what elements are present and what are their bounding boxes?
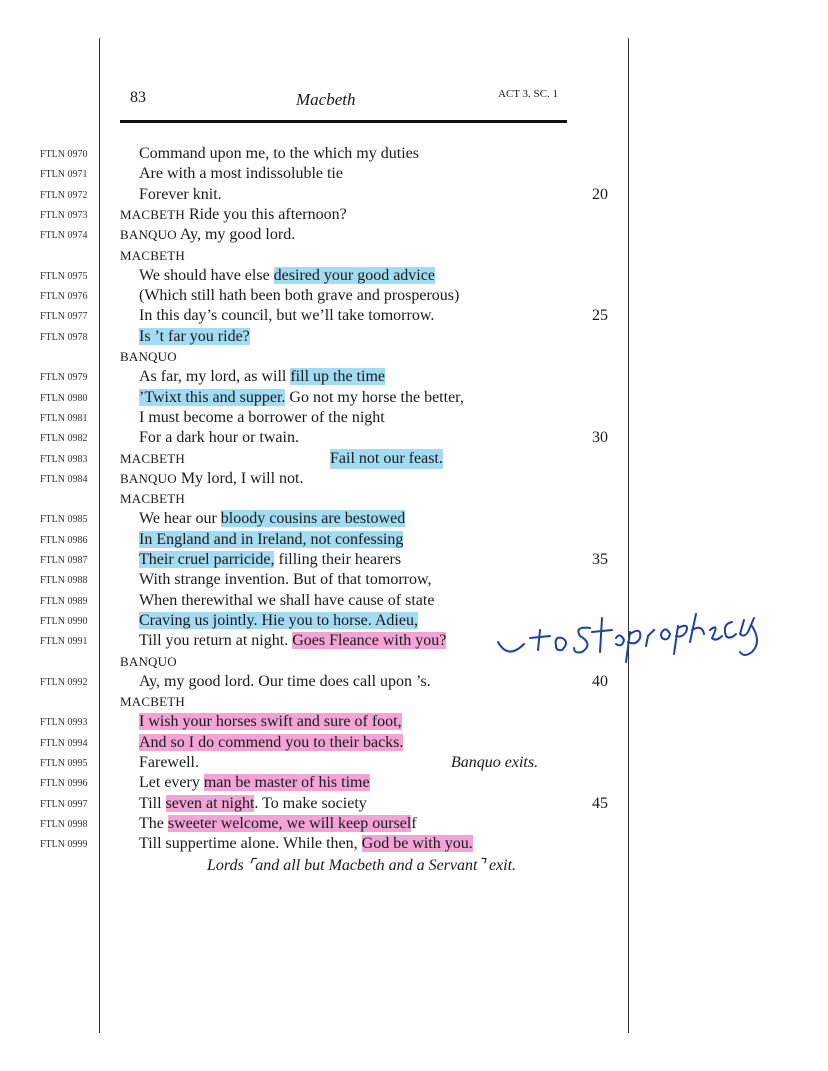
text-segment: When therewithal we shall have cause of state <box>139 591 435 609</box>
ftln-line-number: FTLN 0991 <box>40 636 88 648</box>
text-line <box>0 733 828 753</box>
verse-text <box>139 286 459 306</box>
speaker-name: BANQUO <box>120 227 177 243</box>
act-scene-label: ACT 3. SC. 1 <box>498 88 559 100</box>
ftln-line-number: FTLN 0978 <box>40 331 88 343</box>
ftln-line-number: FTLN 0992 <box>40 676 88 688</box>
verse-line-number: 30 <box>592 429 608 447</box>
text-segment: As far, my lord, as will <box>139 368 291 386</box>
text-line <box>0 388 828 408</box>
text-line <box>0 246 828 266</box>
ftln-line-number: FTLN 0984 <box>40 473 88 485</box>
text-line <box>0 509 828 529</box>
verse-text <box>139 672 431 692</box>
text-line <box>0 164 828 184</box>
text-segment: Farewell. <box>139 754 199 771</box>
blue-highlight: Fail not our feast. <box>330 449 443 467</box>
text-segment: Are with a most indissoluble tie <box>139 165 343 183</box>
text-line <box>0 327 828 347</box>
verse-text <box>139 327 250 347</box>
text-segment: My lord, I will not. <box>176 469 304 487</box>
ftln-line-number: FTLN 0977 <box>40 311 88 323</box>
blue-highlight: bloody cousins are bestowed <box>220 510 406 528</box>
text-segment: Forever knit. <box>139 185 222 203</box>
verse-text <box>139 164 343 184</box>
ftln-line-number: FTLN 0994 <box>40 737 88 749</box>
text-segment: We hear our <box>139 510 221 528</box>
text-line <box>0 428 828 448</box>
ftln-line-number: FTLN 0979 <box>40 372 88 384</box>
verse-text <box>139 185 222 205</box>
speaker-name: MACBETH <box>120 694 185 710</box>
header-rule <box>120 120 567 123</box>
verse-text <box>139 550 401 570</box>
text-line <box>0 266 828 286</box>
verse-text <box>139 794 367 814</box>
ftln-line-number: FTLN 0980 <box>40 392 88 404</box>
text-segment: For a dark hour or twain. <box>139 429 299 447</box>
speaker-name: BANQUO <box>120 470 177 486</box>
text-line <box>0 347 828 367</box>
speaker-name: MACBETH <box>120 206 185 222</box>
verse-text <box>120 449 185 469</box>
blue-highlight: desired your good advice <box>273 266 435 284</box>
verse-text <box>139 530 403 550</box>
verse-line-number: 45 <box>592 794 608 812</box>
blue-highlight: Craving us jointly. Hie you to horse. Adieu, <box>139 611 418 629</box>
text-segment: Till suppertime alone. While then, <box>139 835 362 853</box>
ftln-line-number: FTLN 0970 <box>40 149 88 160</box>
text-line <box>0 449 828 469</box>
ftln-line-number: FTLN 0989 <box>40 595 88 607</box>
page-title: Macbeth <box>296 90 356 109</box>
text-line <box>0 712 828 732</box>
text-line <box>0 286 828 306</box>
ftln-line-number: FTLN 0972 <box>40 189 88 201</box>
text-segment: We should have else <box>139 266 274 284</box>
speaker-name: BANQUO <box>120 653 177 669</box>
text-segment: f <box>411 814 417 832</box>
verse-text <box>139 733 403 753</box>
text-segment: Ay, my good lord. <box>176 226 296 244</box>
verse-text <box>139 306 434 326</box>
ftln-line-number: FTLN 0990 <box>40 615 88 627</box>
ftln-line-number: FTLN 0988 <box>40 575 88 587</box>
ftln-line-number: FTLN 0998 <box>40 818 88 830</box>
text-segment: In this day’s council, but we’ll take tomorrow. <box>139 307 435 325</box>
ftln-line-number: FTLN 0995 <box>40 758 88 769</box>
text-line <box>0 205 828 225</box>
text-segment: (Which still hath been both grave and prosperous) <box>139 287 460 305</box>
ftln-line-number: FTLN 0997 <box>40 798 88 810</box>
blue-highlight: Their cruel parricide, <box>139 551 275 568</box>
verse-text <box>139 570 432 590</box>
text-line <box>0 367 828 387</box>
blue-highlight: In England and in Ireland, not confessing <box>139 530 404 548</box>
text-segment: With strange invention. But of that tomorrow, <box>139 571 432 589</box>
verse-text <box>139 712 402 732</box>
ftln-line-number: FTLN 0981 <box>40 412 88 424</box>
text-line <box>0 753 828 773</box>
verse-text <box>139 509 405 529</box>
text-segment: Command upon me, to the which my duties <box>139 145 419 162</box>
ftln-line-number: FTLN 0996 <box>40 778 88 790</box>
verse-text <box>139 408 385 428</box>
text-line <box>0 408 828 428</box>
verse-text <box>120 692 185 712</box>
text-line <box>0 530 828 550</box>
pink-highlight: man be master of his time <box>203 774 370 792</box>
verse-text <box>120 205 347 225</box>
speaker-name: MACBETH <box>120 247 185 263</box>
verse-text <box>139 428 299 448</box>
verse-text <box>139 773 370 793</box>
verse-text <box>139 631 446 651</box>
verse-line-number: 35 <box>592 551 608 568</box>
pink-highlight: God be with you. <box>361 835 473 853</box>
text-segment: Ay, my good lord. Our time does call upon ’s. <box>139 672 431 690</box>
pink-highlight: Goes Fleance with you? <box>292 632 447 650</box>
verse-text <box>139 367 385 387</box>
verse-text <box>120 246 185 266</box>
blue-highlight: fill up the time <box>290 368 385 386</box>
stage-direction: Banquo exits. <box>451 754 539 771</box>
verse-text <box>139 144 419 164</box>
text-line <box>0 672 828 692</box>
text-line <box>0 773 828 793</box>
speaker-name: BANQUO <box>120 349 177 364</box>
text-segment: Till you return at night. <box>139 632 293 650</box>
text-segment: Till <box>139 794 166 812</box>
text-line <box>0 794 828 814</box>
pink-highlight: And so I do commend you to their backs. <box>139 733 404 751</box>
text-line <box>0 225 828 245</box>
ftln-line-number: FTLN 0975 <box>40 270 88 282</box>
text-line <box>0 814 828 834</box>
verse-text <box>139 814 417 834</box>
text-line <box>0 550 828 570</box>
ftln-line-number: FTLN 0999 <box>40 839 88 851</box>
verse-text <box>139 611 418 631</box>
speaker-name: MACBETH <box>120 491 185 507</box>
ftln-line-number: FTLN 0976 <box>40 291 88 303</box>
ftln-line-number: FTLN 0982 <box>40 433 88 445</box>
handwritten-annotation-icon <box>490 596 770 666</box>
verse-line-number: 25 <box>592 307 608 325</box>
ftln-line-number: FTLN 0987 <box>40 555 88 566</box>
ftln-line-number: FTLN 0983 <box>40 453 88 465</box>
ftln-line-number: FTLN 0986 <box>40 534 88 546</box>
pink-highlight: seven at night <box>165 794 255 812</box>
ftln-line-number: FTLN 0993 <box>40 717 88 729</box>
speaker-name: MACBETH <box>120 450 185 466</box>
ftln-line-number: FTLN 0971 <box>40 169 88 181</box>
blue-highlight: Is ’t far you ride? <box>139 327 250 345</box>
verse-text <box>139 591 434 611</box>
ftln-line-number: FTLN 0974 <box>40 230 88 242</box>
pink-highlight: sweeter welcome, we will keep oursel <box>167 814 412 832</box>
verse-text <box>120 652 177 672</box>
verse-line-number: 20 <box>592 185 608 203</box>
text-line <box>0 834 828 854</box>
text-segment: The <box>139 814 168 832</box>
verse-text <box>139 753 199 773</box>
text-segment: I must become a borrower of the night <box>139 408 385 426</box>
verse-text <box>139 266 435 286</box>
text-segment: Let every <box>139 774 204 792</box>
pink-highlight: I wish your horses swift and sure of foot, <box>139 713 402 731</box>
verse-line-number: 40 <box>592 672 608 690</box>
text-line <box>0 185 828 205</box>
verse-text <box>139 834 473 854</box>
text-line <box>0 144 828 164</box>
verse-text <box>120 347 177 367</box>
text-line <box>0 692 828 712</box>
verse-text <box>139 388 464 408</box>
text-segment: . To make society <box>254 794 367 812</box>
text-line <box>0 570 828 590</box>
page-number: 83 <box>130 89 146 106</box>
blue-highlight: ’Twixt this and supper. <box>139 388 286 406</box>
verse-text <box>120 489 185 509</box>
ftln-line-number: FTLN 0985 <box>40 514 88 526</box>
verse-text <box>120 225 295 245</box>
text-line <box>0 469 828 489</box>
stage-direction-final: Lords ⌜and all but Macbeth and a Servant⌝ exit. <box>207 857 517 874</box>
text-line <box>0 306 828 326</box>
text-segment: Go not my horse the better, <box>285 388 464 406</box>
ftln-line-number: FTLN 0973 <box>40 209 88 221</box>
text-line <box>0 489 828 509</box>
text-segment: filling their hearers <box>274 551 402 568</box>
text-segment: Ride you this afternoon? <box>184 205 347 223</box>
verse-text <box>120 469 303 489</box>
